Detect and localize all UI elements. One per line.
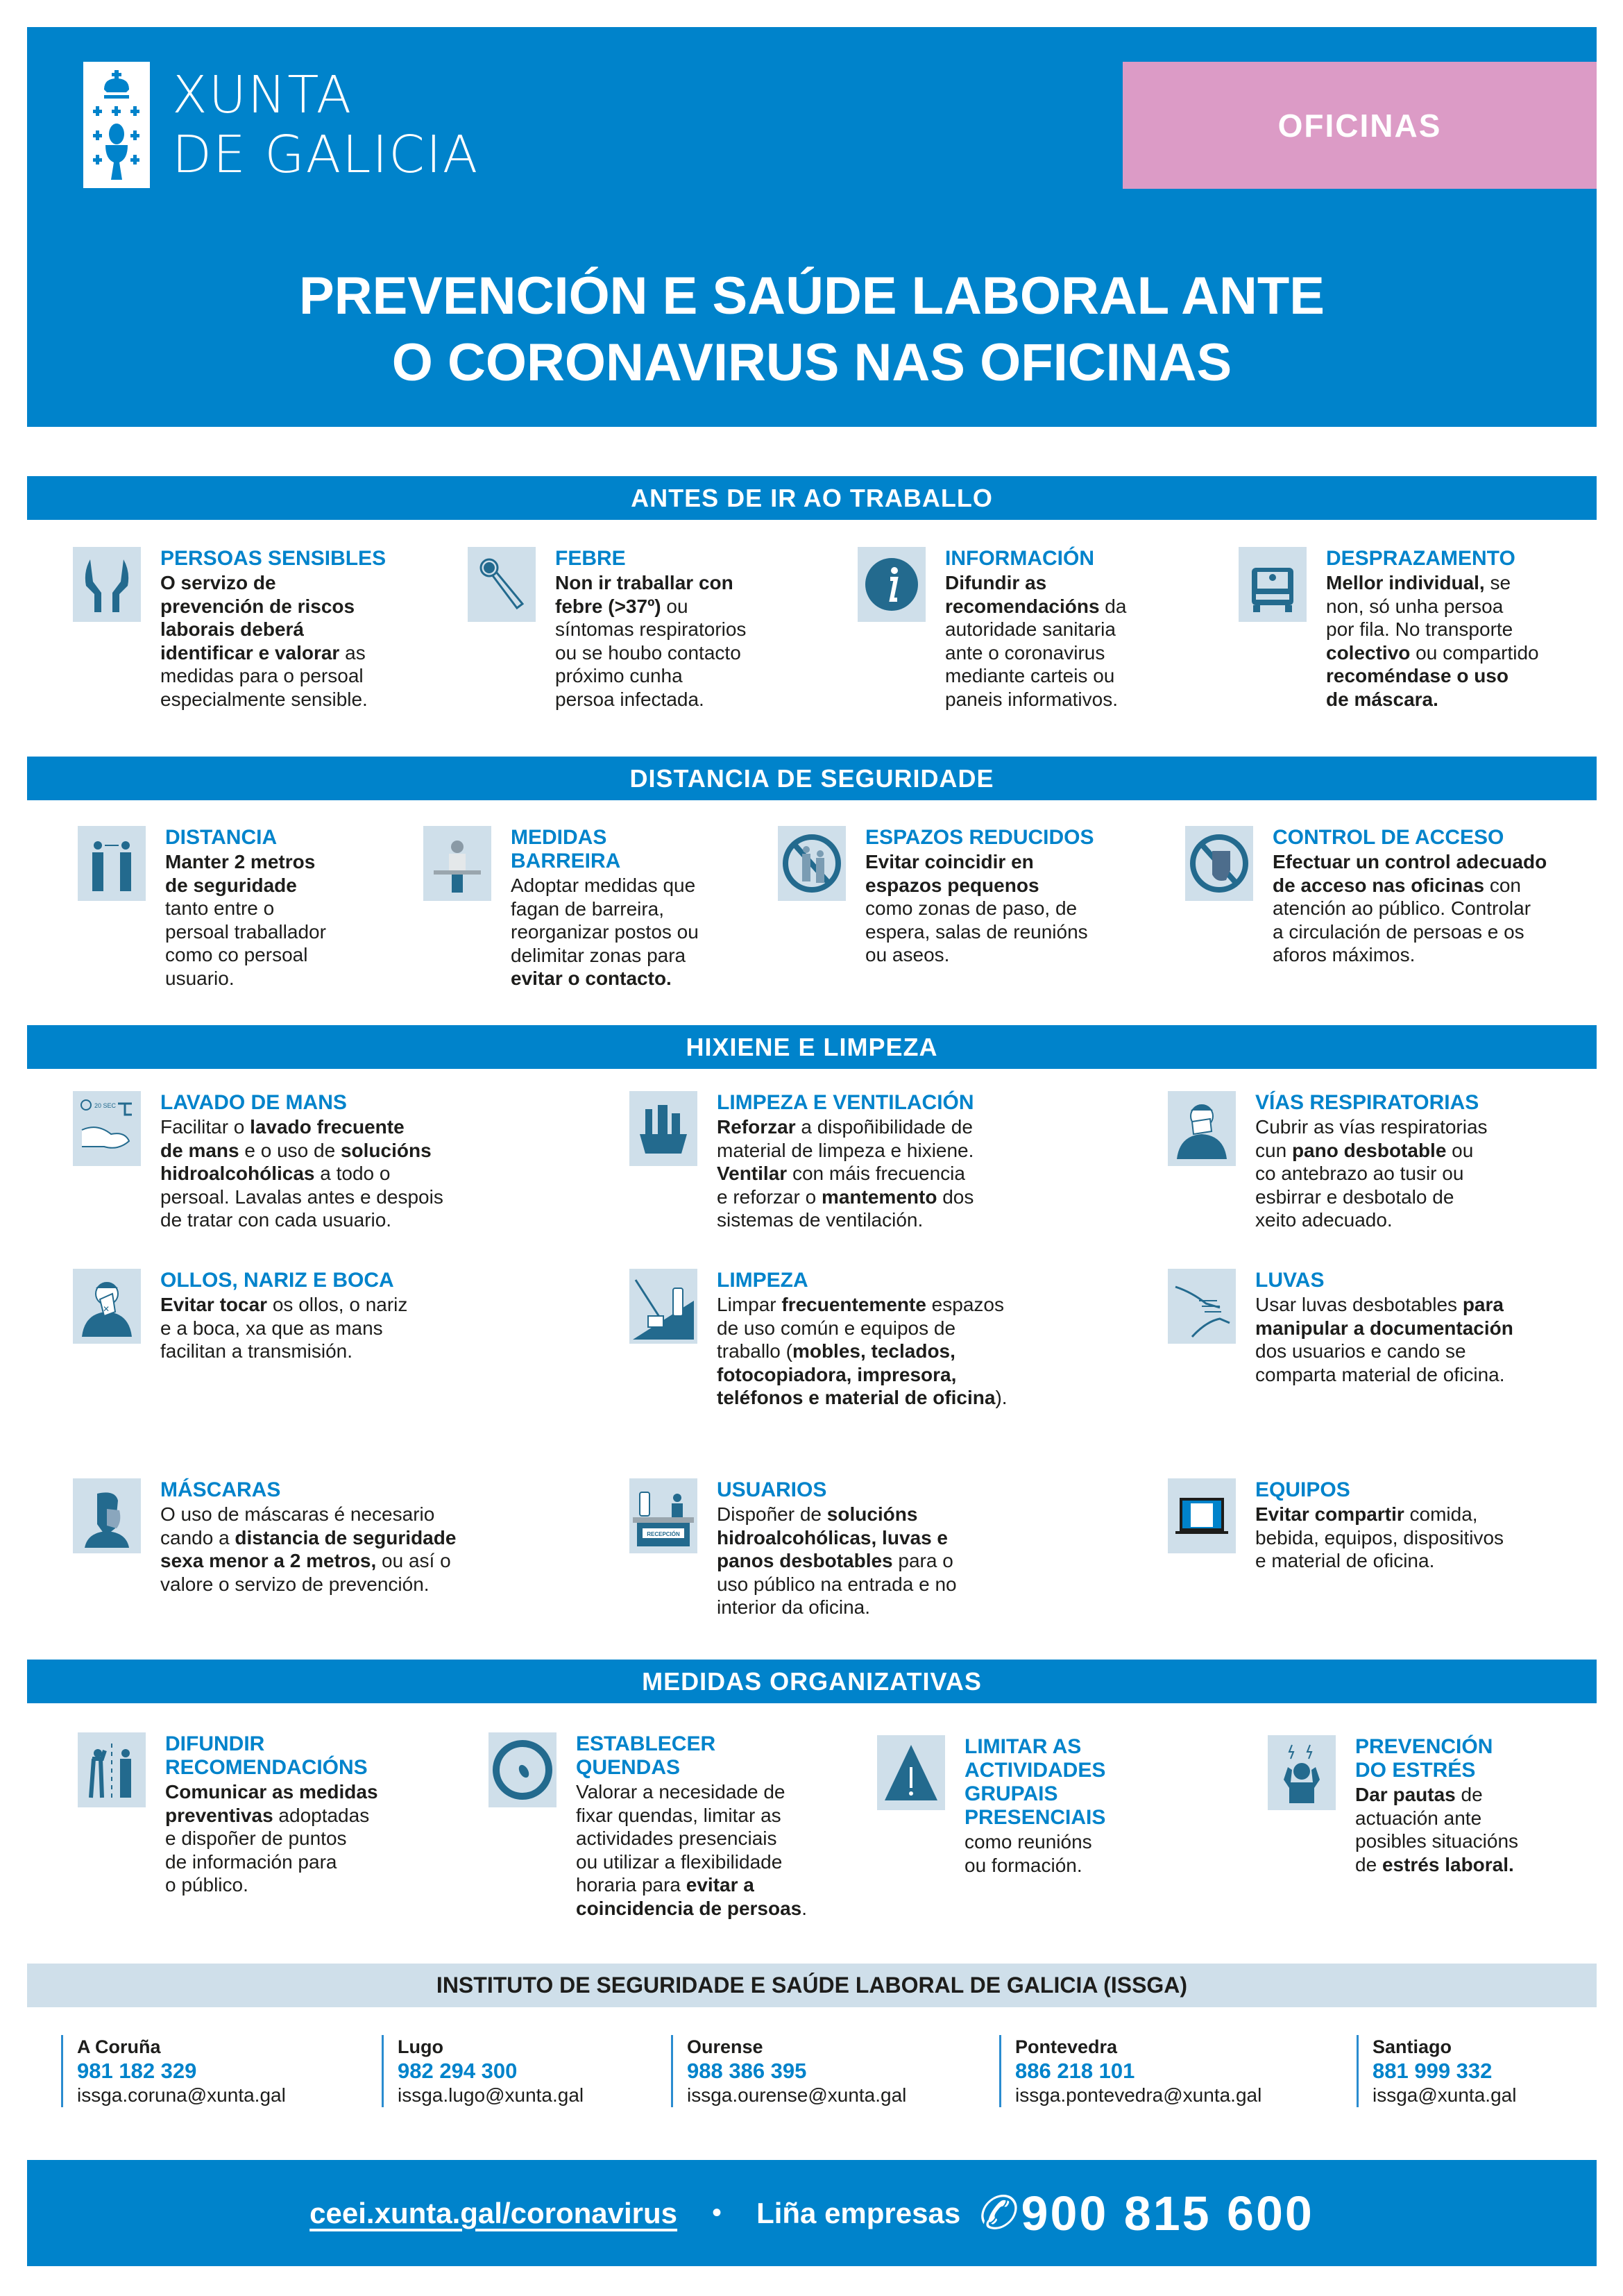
info-card	[629, 1091, 974, 1232]
card-body: Usar luvas desbotables para manipular a documentación dos usuarios e cando se comparta material de oficina.	[1255, 1294, 1513, 1385]
svg-text:✕: ✕	[103, 1304, 110, 1314]
info-card	[1185, 826, 1547, 967]
card-text	[160, 1478, 456, 1596]
phone-icon: ✆	[976, 2187, 1014, 2238]
card-heading: INFORMACIÓN	[945, 547, 1094, 570]
card-text	[160, 547, 386, 711]
hands-icon	[73, 547, 141, 622]
office-phone[interactable]: 886 218 101	[1015, 2059, 1135, 2083]
card-text	[1255, 1091, 1488, 1232]
header-banner	[27, 27, 1597, 427]
card-heading: FEBRE	[555, 547, 626, 570]
office-email[interactable]: issga.ourense@xunta.gal	[687, 2084, 907, 2106]
info-icon	[858, 547, 926, 622]
section-header-medidas: MEDIDAS ORGANIZATIVAS	[27, 1660, 1597, 1703]
card-text	[160, 1269, 407, 1363]
card-body: Adoptar medidas que fagan de barreira, reorganizar postos ou delimitar zonas para evitar o contacto.	[511, 875, 699, 989]
card-heading: DESPRAZAMENTO	[1326, 547, 1515, 570]
card-body: Non ir traballar con febre (>37º) ou síntomas respiratorios ou se houbo contacto próximo cunha persoa infectada.	[555, 572, 747, 710]
info-card	[1168, 1091, 1488, 1232]
svg-text:RECEPCIÓN: RECEPCIÓN	[647, 1531, 680, 1537]
card-heading: VÍAS RESPIRATORIAS	[1255, 1091, 1479, 1114]
card-body: Limpar frecuentemente espazos de uso común e equipos de traballo (mobles, teclados, fotocopiadora, impresora, teléfonos e material de oficina).	[717, 1294, 1008, 1408]
card-text	[160, 1091, 443, 1232]
business-line-label: Liña empresas	[756, 2196, 961, 2229]
info-card	[73, 1478, 456, 1596]
card-body: Cubrir as vías respiratorias cun pano desbotable ou co antebrazo ao tusir ou esbirrar e desbotalo de xeito adecuado.	[1255, 1116, 1488, 1231]
card-text	[717, 1269, 1008, 1410]
people-info-icon	[78, 1732, 146, 1807]
office-email[interactable]: issga.pontevedra@xunta.gal	[1015, 2084, 1262, 2106]
card-body: Facilitar o lavado frecuente de mans e o uso de solucións hidroalcohólicas a todo o persoal. Lavalas antes e despois de tratar con cada usuario.	[160, 1116, 443, 1231]
office-contact	[382, 2035, 584, 2107]
card-body: Dispoñer de solucións hidroalcohólicas, luvas e panos desbotables para o uso público na entrada e no interior da oficina.	[717, 1503, 957, 1618]
business-line-phone[interactable]: 900 815 600	[1021, 2186, 1314, 2240]
footer-banner	[27, 2160, 1597, 2266]
car-icon	[1239, 547, 1307, 622]
section-header-distancia: DISTANCIA DE SEGURIDADE	[27, 757, 1597, 800]
logo-text	[172, 65, 479, 185]
card-body: Efectuar un control adecuado de acceso nas oficinas con atención ao público. Controlar a circulación de persoas e os aforos máximos.	[1273, 851, 1547, 965]
office-phone[interactable]: 881 999 332	[1373, 2059, 1493, 2083]
card-body: como reunións ou formación.	[965, 1831, 1092, 1876]
card-text	[1355, 1735, 1518, 1876]
office-contact	[999, 2035, 1261, 2107]
no-crowd-icon	[778, 826, 846, 901]
office-phone[interactable]: 981 182 329	[77, 2059, 197, 2083]
galicia-coat-of-arms-icon	[83, 62, 150, 188]
card-heading: ESPAZOS REDUCIDOS	[865, 826, 1094, 849]
office-phone[interactable]: 982 294 300	[398, 2059, 518, 2083]
card-heading: DIFUNDIR RECOMENDACIÓNS	[165, 1732, 368, 1779]
category-badge: OFICINAS	[1123, 62, 1597, 189]
card-heading: LUVAS	[1255, 1269, 1325, 1292]
card-text	[945, 547, 1126, 711]
card-heading: ESTABLECER QUENDAS	[576, 1732, 716, 1779]
warning-icon	[877, 1735, 945, 1810]
info-card	[1168, 1478, 1504, 1573]
card-heading: LAVADO DE MANS	[160, 1091, 347, 1114]
card-heading: PERSOAS SENSIBLES	[160, 547, 386, 570]
card-body: Valorar a necesidade de fixar quendas, limitar as actividades presenciais ou utilizar a flexibilidade horaria para evitar a coincidencia de persoas.	[576, 1781, 808, 1919]
page-title	[27, 263, 1597, 396]
stop-hand-icon	[1185, 826, 1253, 901]
cleaning-basket-icon	[629, 1091, 697, 1166]
face-touch-icon	[73, 1269, 141, 1344]
office-city: Lugo	[398, 2036, 443, 2057]
office-city: Pontevedra	[1015, 2036, 1118, 2057]
card-heading: USUARIOS	[717, 1478, 827, 1501]
card-text	[165, 826, 326, 990]
info-card	[877, 1735, 1105, 1877]
card-text	[1255, 1269, 1513, 1386]
card-text	[965, 1735, 1105, 1877]
office-contact	[1357, 2035, 1516, 2107]
section-header-antes: ANTES DE IR AO TRABALLO	[27, 476, 1597, 520]
card-text	[576, 1732, 807, 1920]
office-city: A Coruña	[77, 2036, 161, 2057]
xunta-logo	[83, 62, 479, 188]
sneeze-icon	[1168, 1091, 1236, 1166]
card-body: O servizo de prevención de riscos laborais deberá identificar e valorar as medidas para o persoal especialmente sensible.	[160, 572, 368, 710]
card-heading: PREVENCIÓN DO ESTRÉS	[1355, 1735, 1493, 1782]
card-body: Comunicar as medidas preventivas adoptadas e dispoñer de puntos de información para o público.	[165, 1781, 378, 1896]
distance-icon	[78, 826, 146, 901]
info-card	[629, 1269, 1008, 1410]
card-heading: MÁSCARAS	[160, 1478, 281, 1501]
card-text	[1255, 1478, 1504, 1573]
card-heading: MEDIDAS BARREIRA	[511, 826, 621, 872]
card-text	[717, 1091, 974, 1232]
logo-line-2: DE GALICIA	[172, 125, 479, 185]
info-card	[78, 1732, 378, 1897]
info-card	[73, 1091, 443, 1232]
info-card	[1268, 1735, 1518, 1876]
wipe-spray-icon	[629, 1269, 697, 1344]
office-contact	[61, 2035, 286, 2107]
barrier-icon	[423, 826, 491, 901]
card-body: Manter 2 metros de seguridade tanto entre o persoal traballador como co persoal usuario.	[165, 851, 326, 989]
card-body: Evitar compartir comida, bebida, equipos, dispositivos e material de oficina.	[1255, 1503, 1504, 1571]
office-email[interactable]: issga.coruna@xunta.gal	[77, 2084, 286, 2106]
logo-line-1: XUNTA	[172, 65, 353, 125]
card-body: O uso de máscaras é necesario cando a distancia de seguridade sexa menor a 2 metros, ou así o valore o servizo de prevención.	[160, 1503, 457, 1595]
title-line-2: O CORONAVIRUS NAS OFICINAS	[391, 333, 1232, 392]
card-body: Reforzar a dispoñibilidade de material de limpeza e hixiene. Ventilar con máis frecuencia e reforzar o mantemento dos sistemas de ventilación.	[717, 1116, 974, 1231]
footer-separator: •	[712, 2197, 722, 2228]
card-body: Difundir as recomendacións da autoridade sanitaria ante o coronavirus mediante carteis ou paneis informativos.	[945, 572, 1127, 710]
info-card	[1168, 1269, 1513, 1386]
title-line-1: PREVENCIÓN E SAÚDE LABORAL ANTE	[299, 267, 1325, 326]
info-card	[78, 826, 326, 990]
card-body: Mellor individual, se non, só unha persoa por fila. No transporte colectivo ou compartido recoméndase o uso de máscara.	[1326, 572, 1539, 710]
info-card	[73, 1269, 407, 1363]
card-text	[511, 826, 699, 990]
office-email[interactable]: issga.lugo@xunta.gal	[398, 2084, 584, 2106]
card-text	[1273, 826, 1547, 967]
card-heading: LIMITAR AS ACTIVIDADES GRUPAIS PRESENCIAIS	[965, 1735, 1106, 1829]
card-heading: DISTANCIA	[165, 826, 278, 849]
info-card	[1239, 547, 1539, 711]
card-heading: OLLOS, NARIZ E BOCA	[160, 1269, 394, 1292]
office-contact	[671, 2035, 906, 2107]
info-card	[858, 547, 1126, 711]
thermometer-icon	[468, 547, 536, 622]
card-heading: LIMPEZA E VENTILACIÓN	[717, 1091, 974, 1114]
office-city: Ourense	[687, 2036, 763, 2057]
office-city: Santiago	[1373, 2036, 1452, 2057]
card-body: Evitar coincidir en espazos pequenos como zonas de paso, de espera, salas de reunións ou aseos.	[865, 851, 1088, 965]
office-email[interactable]: issga@xunta.gal	[1373, 2084, 1517, 2106]
stress-icon	[1268, 1735, 1336, 1810]
mask-icon	[73, 1478, 141, 1553]
issga-header: INSTITUTO DE SEGURIDADE E SAÚDE LABORAL DE GALICIA (ISSGA)	[27, 1964, 1597, 2007]
compass-icon	[488, 1732, 556, 1807]
section-header-hixiene: HIXIENE E LIMPEZA	[27, 1025, 1597, 1069]
card-body: Dar pautas de actuación ante posibles situacións de estrés laboral.	[1355, 1784, 1519, 1875]
gloves-icon	[1168, 1269, 1236, 1344]
info-card	[629, 1478, 957, 1619]
info-card	[468, 547, 746, 711]
card-text	[717, 1478, 957, 1619]
svg-text:20 SEC: 20 SEC	[94, 1102, 117, 1109]
info-card	[778, 826, 1094, 967]
info-card	[423, 826, 699, 990]
handwash-icon	[73, 1091, 141, 1166]
reception-icon	[629, 1478, 697, 1553]
card-text	[165, 1732, 378, 1897]
coronavirus-info-link[interactable]: ceei.xunta.gal/coronavirus	[309, 2196, 678, 2229]
card-text	[555, 547, 746, 711]
card-heading: LIMPEZA	[717, 1269, 808, 1292]
card-text	[1326, 547, 1539, 711]
office-phone[interactable]: 988 386 395	[687, 2059, 807, 2083]
card-heading: EQUIPOS	[1255, 1478, 1350, 1501]
card-body: Evitar tocar os ollos, o nariz e a boca, xa que as mans facilitan a transmisión.	[160, 1294, 408, 1362]
card-text	[865, 826, 1094, 967]
info-card	[73, 547, 386, 711]
info-card	[488, 1732, 807, 1920]
card-heading: CONTROL DE ACCESO	[1273, 826, 1504, 849]
laptop-icon	[1168, 1478, 1236, 1553]
